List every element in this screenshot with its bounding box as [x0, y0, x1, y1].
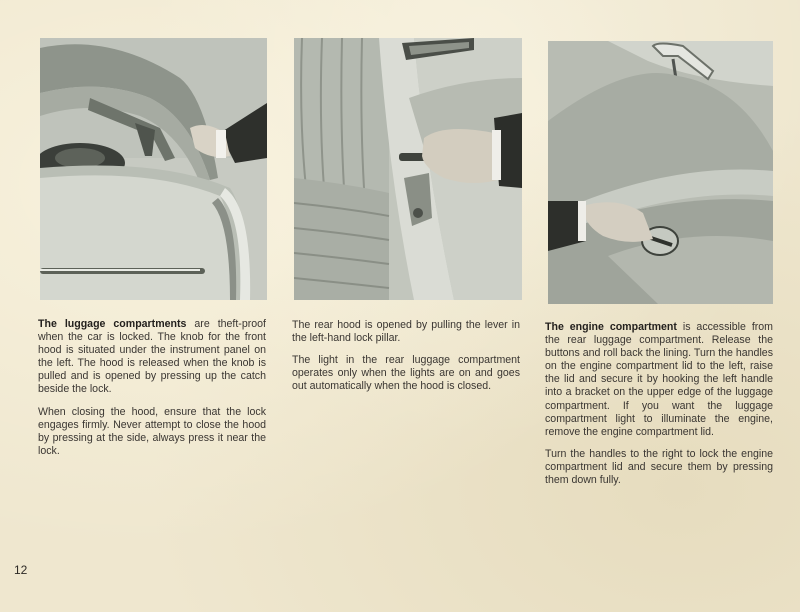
paragraph-text: are theft-proof when the car is locked. The knob for the front hood is situated under the instrument panel on the left. The hood is released when the knob is pulled and is opened by pressing up the catch beside the lock. — [38, 318, 266, 396]
paragraph-text: The light in the rear luggage compartment operates only when the lights are on and goes out automatically when the hood is closed. — [292, 354, 520, 393]
paragraph-text: When closing the hood, ensure that the lock engages firmly. Never attempt to close the hood by pressing at the side, always press it near the lock. — [38, 405, 266, 457]
paragraph — [545, 321, 773, 439]
text-column-1 — [38, 318, 266, 467]
paragraph — [292, 354, 520, 393]
engine-compartment-lid-image — [548, 41, 773, 304]
paragraph-text: Turn the handles to the right to lock the engine compartment lid and secure them by pressing them down fully. — [545, 447, 773, 487]
paragraph-lead: The engine compartment — [545, 321, 677, 333]
paragraph-lead: The luggage compartments — [38, 318, 187, 330]
paragraph — [292, 319, 520, 345]
front-hood-image — [40, 38, 267, 300]
text-column-2 — [292, 319, 520, 402]
rear-hood-lever-photo — [294, 38, 522, 300]
text-column-3 — [545, 321, 773, 496]
engine-compartment-lid-photo — [548, 41, 773, 304]
page-number: 12 — [14, 563, 28, 577]
paragraph-text: is accessible from the rear luggage compartment. Release the buttons and roll back the lining. Turn the handles on the engine compartment lid to the left, raise the lid and secure it by hooking the left handle into a bracket on the upper edge of the luggage compartment. If you want the luggage compartment light to illuminate the engine, remove the engine compartment lid. — [545, 321, 774, 438]
front-hood-photo — [40, 38, 267, 300]
paragraph — [38, 318, 266, 397]
paragraph-text: The rear hood is opened by pulling the lever in the left-hand lock pillar. — [292, 319, 520, 345]
paragraph — [545, 448, 773, 487]
paragraph — [38, 406, 266, 458]
rear-hood-lever-image — [294, 38, 522, 300]
